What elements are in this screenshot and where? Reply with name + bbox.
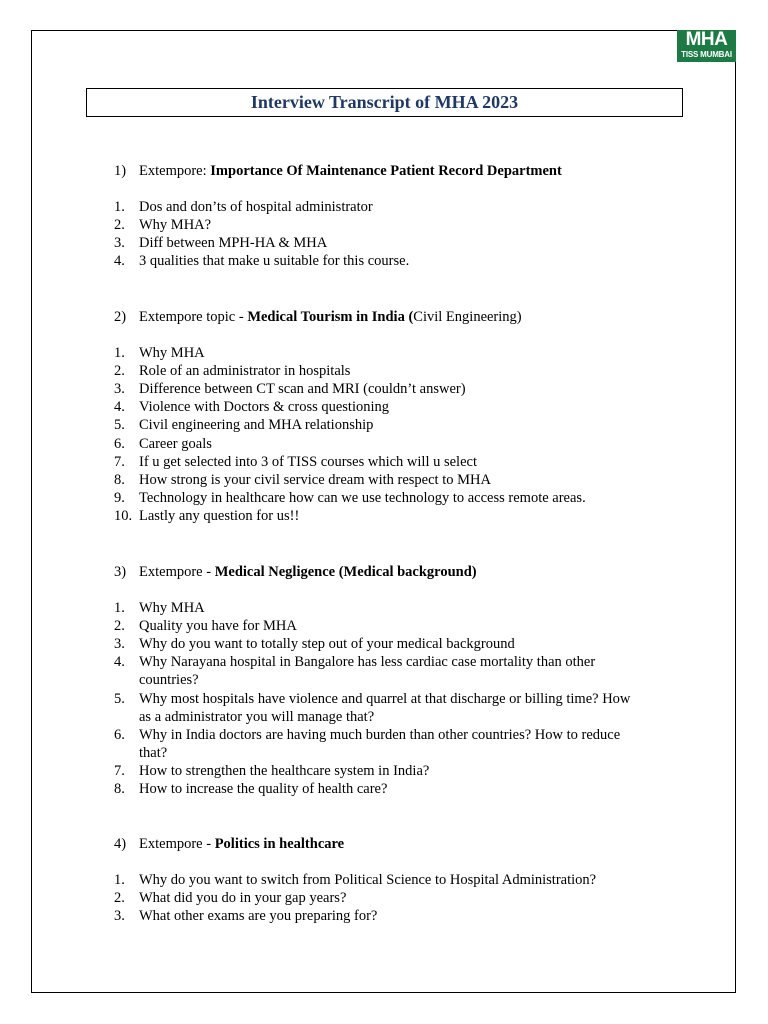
list-item-text: Role of an administrator in hospitals [139,363,351,379]
list-item-text: Why in India doctors are having much burden than other countries? How to reduce [139,727,621,743]
list-item-number: 2. [114,618,125,634]
list-item-text: Violence with Doctors & cross questioning [139,399,390,415]
section-number: 2) [114,309,127,325]
list-item-number: 7. [114,454,125,470]
list-item-number: 2. [114,890,125,906]
section-topic: Medical Tourism in India ( [247,309,414,325]
list-item-text: as a administrator you will manage that? [139,709,375,725]
list-item-text: What other exams are you preparing for? [139,908,378,924]
list-item-text: Civil engineering and MHA relationship [139,417,374,433]
list-item-text: How to increase the quality of health care? [139,781,388,797]
section-number: 3) [114,564,127,580]
list-item-number: 3. [114,636,125,652]
list-item-text: How strong is your civil service dream with respect to MHA [139,472,491,488]
list-item-text: Quality you have for MHA [139,618,297,634]
section-topic: Politics in healthcare [214,836,345,852]
list-item-text: Diff between MPH-HA & MHA [139,235,328,251]
section-title [139,563,477,581]
list-item-number: 2. [114,363,125,379]
list-item-text: Why MHA [139,600,205,616]
list-item-number: 1. [114,872,125,888]
list-item-number: 6. [114,436,125,452]
list-item-number: 8. [114,781,125,797]
list-item-text: Technology in healthcare how can we use technology to access remote areas. [139,490,586,506]
list-item-text: Dos and don’ts of hospital administrator [139,199,373,215]
list-item-number: 3. [114,381,125,397]
list-item-text: Why MHA [139,345,205,361]
list-item-number: 4. [114,253,125,269]
list-item-number: 1. [114,199,125,215]
section-number: 4) [114,836,127,852]
list-item-text: that? [139,745,168,761]
title-box [86,88,683,117]
section-topic: Medical Negligence (Medical background) [214,564,477,580]
logo-main-text: MHA [685,29,728,50]
list-item-number: 2. [114,217,125,233]
page-title: Interview Transcript of MHA 2023 [250,92,519,112]
section-prefix: Extempore - [139,836,215,852]
list-item-number: 1. [114,600,125,616]
list-item-text: Why most hospitals have violence and quarrel at that discharge or billing time? How [139,691,631,707]
section-title [139,162,562,180]
list-item-number: 8. [114,472,125,488]
section-prefix: Extempore: [139,163,211,179]
section-topic: Importance Of Maintenance Patient Record Department [210,163,562,179]
section-number: 1) [114,163,127,179]
list-item-number: 5. [114,417,125,433]
list-item-number: 10. [114,508,133,524]
list-item-number: 7. [114,763,125,779]
list-item-text: 3 qualities that make u suitable for this course. [139,253,410,269]
list-item-text: countries? [139,672,199,688]
list-item-text: Why Narayana hospital in Bangalore has less cardiac case mortality than other [139,654,596,670]
section-prefix: Extempore - [139,564,215,580]
list-item-number: 6. [114,727,125,743]
list-item-number: 4. [114,399,125,415]
list-item-number: 9. [114,490,125,506]
list-item-text: Lastly any question for us!! [139,508,300,524]
list-item-number: 5. [114,691,125,707]
list-item-text: Why do you want to switch from Political Science to Hospital Administration? [139,872,597,888]
list-item-text: If u get selected into 3 of TISS courses which will u select [139,454,477,470]
list-item-number: 3. [114,235,125,251]
list-item-number: 4. [114,654,125,670]
section-prefix: Extempore topic - [139,309,248,325]
section-title [139,308,522,326]
list-item-number: 1. [114,345,125,361]
section-title [139,835,344,853]
list-item-text: Why do you want to totally step out of your medical background [139,636,515,652]
list-item-text: How to strengthen the healthcare system in India? [139,763,430,779]
list-item-text: Career goals [139,436,212,452]
logo-sub-text: TISS MUMBAI [681,50,732,59]
list-item-text: Why MHA? [139,217,212,233]
list-item-text: What did you do in your gap years? [139,890,347,906]
list-item-number: 3. [114,908,125,924]
mha-logo [677,30,736,62]
list-item-text: Difference between CT scan and MRI (couldn’t answer) [139,381,466,397]
section-suffix: Civil Engineering) [413,309,522,325]
